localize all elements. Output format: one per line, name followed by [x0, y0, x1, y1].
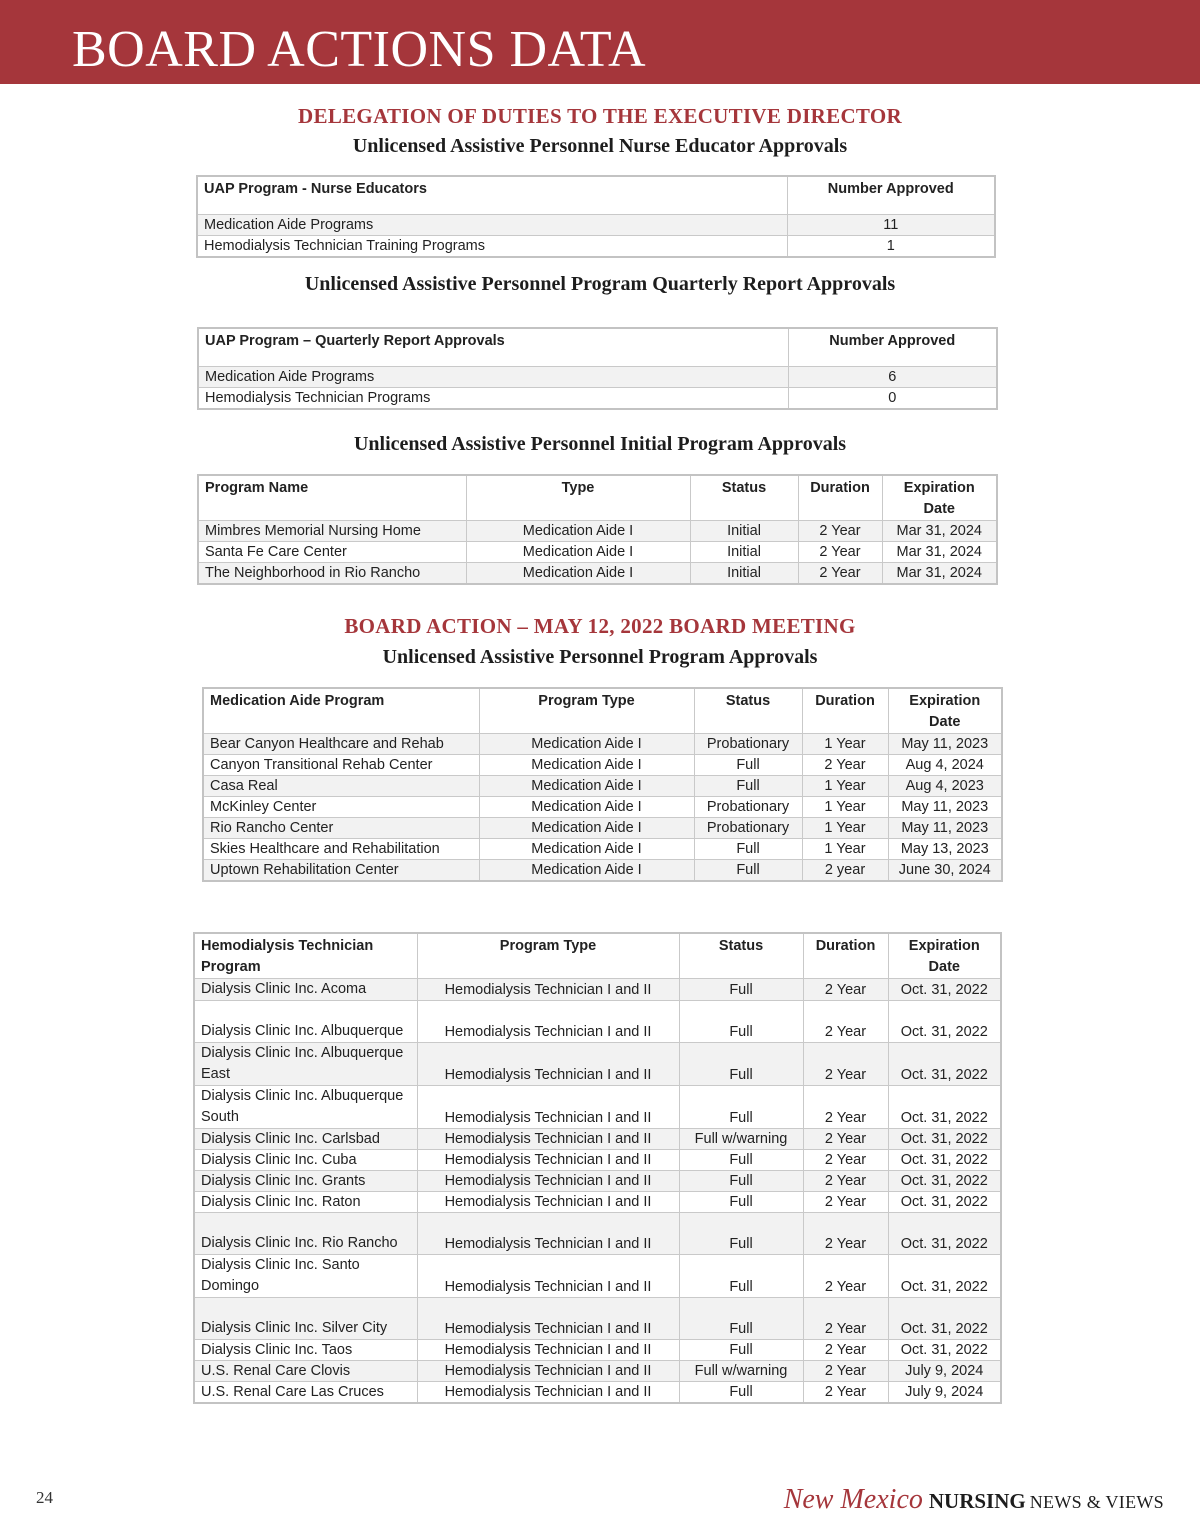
table-cell: 1 Year [802, 776, 888, 797]
page-header-banner [0, 0, 1200, 84]
table-cell: U.S. Renal Care Las Cruces [194, 1382, 417, 1404]
table-row [194, 1298, 1001, 1340]
subtitle-initial-approvals: Unlicensed Assistive Personnel Initial Program Approvals [353, 433, 847, 455]
table-header-row [203, 688, 1002, 734]
logo-small-text: NEWS & VIEWS [1029, 1492, 1164, 1512]
column-header: Duration [803, 933, 888, 979]
table-cell: Oct. 31, 2022 [888, 1001, 1001, 1043]
table-cell: Full [694, 860, 802, 882]
table-cell: Full [679, 1382, 803, 1404]
table-cell: July 9, 2024 [888, 1382, 1001, 1404]
table-row [194, 1382, 1001, 1404]
column-header: UAP Program – Quarterly Report Approvals [198, 328, 788, 366]
table-cell: Dialysis Clinic Inc. Carlsbad [194, 1129, 417, 1150]
page-number: 24 [36, 1488, 53, 1507]
table-cell: Dialysis Clinic Inc. Grants [194, 1171, 417, 1192]
table-cell: 2 Year [798, 563, 882, 585]
table-cell: June 30, 2024 [888, 860, 1002, 882]
table-cell: Dialysis Clinic Inc. Raton [194, 1192, 417, 1213]
table-row [197, 235, 995, 257]
column-header: Hemodialysis Technician Program [194, 933, 417, 979]
table-cell: Mimbres Memorial Nursing Home [198, 521, 466, 542]
table-cell: Initial [690, 563, 798, 585]
table-row [194, 1086, 1001, 1129]
table-cell: 2 Year [803, 1255, 888, 1298]
table-row [203, 797, 1002, 818]
table-cell: 1 Year [802, 839, 888, 860]
table-cell: 2 Year [803, 1192, 888, 1213]
table-cell: Full [679, 1001, 803, 1043]
table-cell: Dialysis Clinic Inc. Rio Rancho [194, 1213, 417, 1255]
column-header: Duration [802, 688, 888, 734]
table-cell: May 11, 2023 [888, 734, 1002, 755]
table-cell: Hemodialysis Technician I and II [417, 1086, 679, 1129]
table-row [194, 1171, 1001, 1192]
column-header: Expiration Date [888, 688, 1002, 734]
table-cell: Oct. 31, 2022 [888, 1340, 1001, 1361]
table-cell: 2 Year [803, 1340, 888, 1361]
table-cell: Probationary [694, 734, 802, 755]
section-title-board-action: BOARD ACTION – MAY 12, 2022 BOARD MEETING [344, 614, 856, 638]
column-header: Number Approved [788, 328, 997, 366]
table-cell: Medication Aide I [479, 734, 694, 755]
initial-approvals-table [197, 474, 998, 585]
column-header: Status [690, 475, 798, 521]
table-cell: Dialysis Clinic Inc. Albuquerque [194, 1001, 417, 1043]
table-row [203, 776, 1002, 797]
table-row [197, 214, 995, 235]
table-cell: Hemodialysis Technician I and II [417, 1043, 679, 1086]
table-cell: Full [679, 1340, 803, 1361]
table-cell: Oct. 31, 2022 [888, 1213, 1001, 1255]
table-row [198, 387, 997, 409]
table-cell: 0 [788, 387, 997, 409]
table-cell: Medication Aide I [466, 521, 690, 542]
table-cell: 1 Year [802, 818, 888, 839]
table-cell: Hemodialysis Technician I and II [417, 1171, 679, 1192]
table-cell: 2 Year [803, 1361, 888, 1382]
table-cell: Medication Aide I [479, 755, 694, 776]
table-row [194, 1043, 1001, 1086]
table-cell: Medication Aide I [479, 839, 694, 860]
table-row [203, 755, 1002, 776]
table-cell: Rio Rancho Center [203, 818, 479, 839]
table-cell: Full [679, 1298, 803, 1340]
table-cell: 6 [788, 366, 997, 387]
logo-bold-text: NURSING [928, 1489, 1026, 1513]
table-cell: Bear Canyon Healthcare and Rehab [203, 734, 479, 755]
hemodialysis-table [193, 932, 1002, 1404]
column-header: Number Approved [787, 176, 995, 214]
medication-aide-table [202, 687, 1003, 882]
table-cell: Full [694, 755, 802, 776]
table-cell: Hemodialysis Technician I and II [417, 1340, 679, 1361]
table-cell: Initial [690, 542, 798, 563]
quarterly-approvals-table [197, 327, 998, 410]
table-cell: Probationary [694, 797, 802, 818]
table-cell: Full [679, 979, 803, 1001]
table-row [194, 1001, 1001, 1043]
table-cell: Santa Fe Care Center [198, 542, 466, 563]
table-cell: Medication Aide Programs [198, 366, 788, 387]
table-cell: Full [679, 1255, 803, 1298]
table-cell: Oct. 31, 2022 [888, 1192, 1001, 1213]
section-title-delegation: DELEGATION OF DUTIES TO THE EXECUTIVE DIRECTOR [298, 104, 902, 128]
table-cell: Hemodialysis Technician I and II [417, 1298, 679, 1340]
table-cell: 1 [787, 235, 995, 257]
table-cell: Full w/warning [679, 1129, 803, 1150]
table-row [203, 818, 1002, 839]
table-cell: Full w/warning [679, 1361, 803, 1382]
table-header-row [194, 933, 1001, 979]
table-cell: Uptown Rehabilitation Center [203, 860, 479, 882]
table-row [203, 860, 1002, 882]
table-cell: Mar 31, 2024 [882, 542, 997, 563]
table-cell: 2 Year [803, 1129, 888, 1150]
table-cell: 11 [787, 214, 995, 235]
table-header-row [198, 328, 997, 366]
table-cell: Initial [690, 521, 798, 542]
column-header: UAP Program - Nurse Educators [197, 176, 787, 214]
table-cell: Oct. 31, 2022 [888, 1086, 1001, 1129]
column-header: Program Name [198, 475, 466, 521]
table-cell: Full [679, 1043, 803, 1086]
logo-script-text: New Mexico [783, 1484, 923, 1515]
table-cell: 1 Year [802, 797, 888, 818]
subtitle-quarterly-approvals: Unlicensed Assistive Personnel Program Quarterly Report Approvals [304, 273, 896, 295]
table-cell: Hemodialysis Technician I and II [417, 1382, 679, 1404]
table-cell: Medication Aide I [479, 797, 694, 818]
table-cell: Dialysis Clinic Inc. Taos [194, 1340, 417, 1361]
table-cell: Hemodialysis Technician I and II [417, 1213, 679, 1255]
column-header: Expiration Date [882, 475, 997, 521]
table-cell: Full [694, 839, 802, 860]
table-header-row [198, 475, 997, 521]
column-header: Medication Aide Program [203, 688, 479, 734]
table-cell: Hemodialysis Technician I and II [417, 979, 679, 1001]
table-row [198, 521, 997, 542]
table-cell: 2 Year [803, 1150, 888, 1171]
table-cell: The Neighborhood in Rio Rancho [198, 563, 466, 585]
table-cell: Full [679, 1213, 803, 1255]
table-cell: Dialysis Clinic Inc. Albuquerque South [194, 1086, 417, 1129]
table-cell: 2 Year [798, 542, 882, 563]
page-title: BOARD ACTIONS DATA [72, 21, 646, 78]
table-row [194, 979, 1001, 1001]
column-header: Status [679, 933, 803, 979]
table-cell: 2 Year [803, 1001, 888, 1043]
table-cell: 2 Year [803, 1213, 888, 1255]
table-cell: 2 Year [798, 521, 882, 542]
table-cell: 1 Year [802, 734, 888, 755]
table-cell: 2 year [802, 860, 888, 882]
table-cell: Dialysis Clinic Inc. Albuquerque East [194, 1043, 417, 1086]
column-header: Type [466, 475, 690, 521]
table-cell: Oct. 31, 2022 [888, 979, 1001, 1001]
table-cell: Hemodialysis Technician I and II [417, 1255, 679, 1298]
table-cell: Dialysis Clinic Inc. Silver City [194, 1298, 417, 1340]
table-row [194, 1361, 1001, 1382]
table-cell: Hemodialysis Technician I and II [417, 1001, 679, 1043]
column-header: Status [694, 688, 802, 734]
table-cell: July 9, 2024 [888, 1361, 1001, 1382]
table-cell: Hemodialysis Technician I and II [417, 1361, 679, 1382]
table-cell: Medication Aide I [479, 860, 694, 882]
table-cell: Hemodialysis Technician I and II [417, 1150, 679, 1171]
table-cell: Mar 31, 2024 [882, 521, 997, 542]
table-cell: Oct. 31, 2022 [888, 1043, 1001, 1086]
table-cell: Hemodialysis Technician I and II [417, 1192, 679, 1213]
table-row [198, 563, 997, 585]
table-cell: Medication Aide I [479, 818, 694, 839]
table-cell: Casa Real [203, 776, 479, 797]
table-cell: Full [679, 1150, 803, 1171]
table-cell: Hemodialysis Technician Training Programs [197, 235, 787, 257]
table-cell: Canyon Transitional Rehab Center [203, 755, 479, 776]
table-cell: 2 Year [803, 1086, 888, 1129]
table-cell: Medication Aide I [479, 776, 694, 797]
table-row [194, 1213, 1001, 1255]
table-row [194, 1150, 1001, 1171]
publication-logo [784, 1484, 1164, 1516]
subtitle-program-approvals: Unlicensed Assistive Personnel Program Approvals [382, 646, 818, 668]
subtitle-educator-approvals: Unlicensed Assistive Personnel Nurse Educator Approvals [352, 135, 848, 157]
table-cell: Dialysis Clinic Inc. Acoma [194, 979, 417, 1001]
table-cell: May 11, 2023 [888, 818, 1002, 839]
table-cell: Hemodialysis Technician Programs [198, 387, 788, 409]
table-row [203, 839, 1002, 860]
table-cell: Oct. 31, 2022 [888, 1298, 1001, 1340]
table-cell: Dialysis Clinic Inc. Cuba [194, 1150, 417, 1171]
table-cell: Medication Aide Programs [197, 214, 787, 235]
table-row [194, 1192, 1001, 1213]
table-cell: Aug 4, 2024 [888, 755, 1002, 776]
table-cell: Oct. 31, 2022 [888, 1255, 1001, 1298]
column-header: Program Type [417, 933, 679, 979]
table-cell: Probationary [694, 818, 802, 839]
table-cell: Aug 4, 2023 [888, 776, 1002, 797]
table-cell: Mar 31, 2024 [882, 563, 997, 585]
table-cell: Medication Aide I [466, 563, 690, 585]
table-cell: May 13, 2023 [888, 839, 1002, 860]
table-cell: 2 Year [803, 979, 888, 1001]
table-cell: Hemodialysis Technician I and II [417, 1129, 679, 1150]
table-row [198, 542, 997, 563]
column-header: Duration [798, 475, 882, 521]
table-cell: U.S. Renal Care Clovis [194, 1361, 417, 1382]
table-cell: 2 Year [803, 1298, 888, 1340]
column-header: Program Type [479, 688, 694, 734]
table-row [194, 1255, 1001, 1298]
educator-approvals-table [196, 175, 996, 258]
table-header-row [197, 176, 995, 214]
table-cell: 2 Year [803, 1382, 888, 1404]
table-row [194, 1340, 1001, 1361]
table-cell: Medication Aide I [466, 542, 690, 563]
table-row [194, 1129, 1001, 1150]
table-cell: Full [679, 1086, 803, 1129]
table-row [203, 734, 1002, 755]
table-cell: Full [679, 1171, 803, 1192]
table-cell: Oct. 31, 2022 [888, 1129, 1001, 1150]
table-cell: Dialysis Clinic Inc. Santo Domingo [194, 1255, 417, 1298]
table-cell: McKinley Center [203, 797, 479, 818]
table-cell: 2 Year [802, 755, 888, 776]
table-cell: 2 Year [803, 1043, 888, 1086]
table-row [198, 366, 997, 387]
table-cell: Skies Healthcare and Rehabilitation [203, 839, 479, 860]
table-cell: Full [694, 776, 802, 797]
table-cell: Oct. 31, 2022 [888, 1171, 1001, 1192]
table-cell: Oct. 31, 2022 [888, 1150, 1001, 1171]
table-cell: May 11, 2023 [888, 797, 1002, 818]
table-cell: 2 Year [803, 1171, 888, 1192]
column-header: Expiration Date [888, 933, 1001, 979]
table-cell: Full [679, 1192, 803, 1213]
